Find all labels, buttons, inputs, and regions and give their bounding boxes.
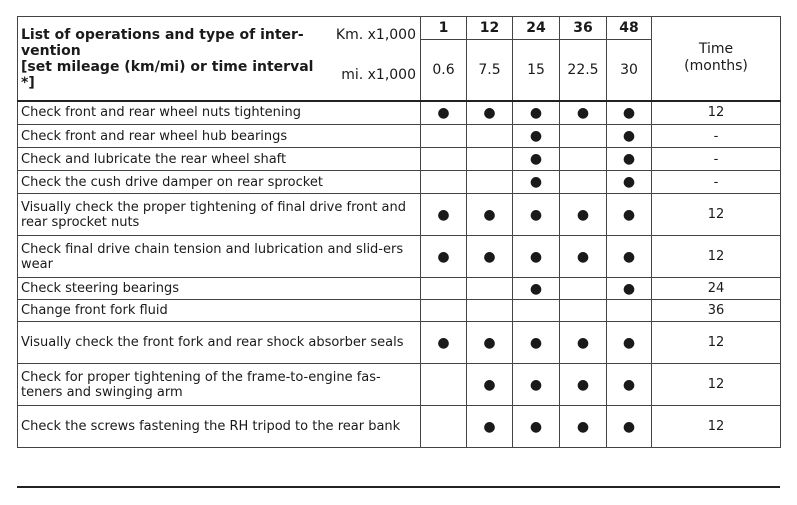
- interval-cell: [467, 300, 513, 322]
- interval-cell: [467, 125, 513, 148]
- dot-icon: ●: [622, 104, 636, 121]
- dot-icon: ●: [483, 334, 496, 351]
- dot-icon: ●: [437, 248, 450, 265]
- dot-icon: ●: [576, 206, 590, 223]
- interval-cell: [421, 300, 467, 322]
- interval-cell: [467, 406, 513, 448]
- dot-icon: ●: [529, 151, 543, 167]
- mi-value-2: 7.5: [467, 40, 513, 101]
- interval-cell: [513, 194, 560, 236]
- time-header: [652, 17, 781, 101]
- operation-label: Change front fork fluid: [18, 300, 421, 322]
- dot-icon: ●: [483, 418, 496, 435]
- dot-icon: ●: [529, 128, 543, 144]
- interval-cell: [513, 322, 560, 364]
- time-value: -: [652, 148, 781, 171]
- interval-cell: [421, 406, 467, 448]
- interval-cell: [560, 278, 607, 300]
- dot-icon: ●: [529, 334, 543, 351]
- interval-cell: [607, 171, 652, 194]
- interval-cell: [421, 125, 467, 148]
- dot-icon: ●: [483, 206, 496, 223]
- dot-icon: ●: [529, 418, 543, 435]
- interval-cell: [467, 278, 513, 300]
- dot-icon: ●: [437, 206, 450, 223]
- operation-label: Check the screws fastening the RH tripod to the rear bank: [18, 406, 421, 448]
- interval-cell: [513, 236, 560, 278]
- dot-icon: ●: [622, 174, 636, 190]
- mi-value-1: 0.6: [421, 40, 467, 101]
- interval-cell: [421, 101, 467, 125]
- dot-icon: ●: [622, 280, 636, 297]
- time-value: 12: [652, 194, 781, 236]
- table-row: [18, 364, 781, 406]
- dot-icon: ●: [576, 104, 590, 121]
- dot-icon: ●: [576, 248, 590, 265]
- interval-cell: [607, 101, 652, 125]
- dot-icon: ●: [483, 104, 496, 121]
- interval-cell: [421, 322, 467, 364]
- interval-cell: [467, 236, 513, 278]
- operation-label: Visually check the proper tightening of final drive front and rear sprocket nuts: [18, 194, 421, 236]
- interval-cell: [607, 194, 652, 236]
- interval-cell: [560, 300, 607, 322]
- interval-cell: [513, 125, 560, 148]
- dot-icon: ●: [437, 104, 450, 121]
- dot-icon: ●: [622, 151, 636, 167]
- header-row-km: [18, 17, 781, 40]
- interval-cell: [513, 300, 560, 322]
- table-row: [18, 236, 781, 278]
- dot-icon: ●: [622, 376, 636, 393]
- time-value: 12: [652, 236, 781, 278]
- dot-icon: ●: [622, 418, 636, 435]
- interval-cell: [421, 171, 467, 194]
- header-title-line3: [set mileage (km/mi) or time interval: [21, 58, 314, 75]
- interval-cell: [421, 194, 467, 236]
- dot-icon: ●: [437, 334, 450, 351]
- dot-icon: ●: [529, 206, 543, 223]
- table-row: [18, 125, 781, 148]
- km-value-2: 12: [467, 17, 513, 40]
- interval-cell: [513, 171, 560, 194]
- operation-label: Check front and rear wheel nuts tightening: [18, 101, 421, 125]
- time-value: -: [652, 125, 781, 148]
- dot-icon: ●: [622, 334, 636, 351]
- dot-icon: ●: [529, 280, 543, 297]
- time-value: -: [652, 171, 781, 194]
- interval-cell: [513, 364, 560, 406]
- interval-cell: [607, 148, 652, 171]
- interval-cell: [513, 406, 560, 448]
- maintenance-schedule: [17, 16, 780, 448]
- dot-icon: ●: [483, 376, 496, 393]
- km-value-1: 1: [421, 17, 467, 40]
- dot-icon: ●: [529, 248, 543, 265]
- interval-cell: [467, 194, 513, 236]
- header-title-cell: [18, 17, 421, 101]
- interval-cell: [607, 322, 652, 364]
- table-row: [18, 171, 781, 194]
- interval-cell: [513, 148, 560, 171]
- time-value: 12: [652, 364, 781, 406]
- km-value-4: 36: [560, 17, 607, 40]
- interval-cell: [560, 171, 607, 194]
- dot-icon: ●: [622, 206, 636, 223]
- interval-cell: [467, 148, 513, 171]
- dot-icon: ●: [529, 174, 543, 190]
- operation-label: Check steering bearings: [18, 278, 421, 300]
- mi-value-5: 30: [607, 40, 652, 101]
- bottom-rule: [17, 486, 780, 488]
- time-header-line1: Time: [698, 41, 734, 58]
- table-row: [18, 148, 781, 171]
- operation-label: Visually check the front fork and rear shock absorber seals: [18, 322, 421, 364]
- interval-cell: [560, 194, 607, 236]
- header-title-line2: vention: [21, 42, 81, 59]
- km-label: Km. x1,000: [335, 26, 416, 43]
- interval-cell: [513, 101, 560, 125]
- dot-icon: ●: [576, 418, 590, 435]
- operation-label: Check final drive chain tension and lubrication and slid-ers wear: [18, 236, 421, 278]
- time-value: 12: [652, 322, 781, 364]
- interval-cell: [467, 101, 513, 125]
- operation-label: Check and lubricate the rear wheel shaft: [18, 148, 421, 171]
- dot-icon: ●: [529, 376, 543, 393]
- interval-cell: [560, 125, 607, 148]
- interval-cell: [421, 278, 467, 300]
- interval-cell: [467, 322, 513, 364]
- interval-cell: [607, 125, 652, 148]
- operation-label: Check front and rear wheel hub bearings: [18, 125, 421, 148]
- table-row: [18, 322, 781, 364]
- km-value-5: 48: [607, 17, 652, 40]
- table-row: [18, 300, 781, 322]
- header-title-line4: *]: [21, 74, 35, 91]
- interval-cell: [560, 236, 607, 278]
- dot-icon: ●: [576, 334, 590, 351]
- interval-cell: [467, 171, 513, 194]
- header-title-line1: List of operations and type of inter-: [21, 26, 304, 43]
- table-row: [18, 406, 781, 448]
- mi-label: mi. x1,000: [341, 66, 416, 83]
- dot-icon: ●: [622, 128, 636, 144]
- interval-cell: [607, 364, 652, 406]
- interval-cell: [421, 148, 467, 171]
- mi-value-3: 15: [513, 40, 560, 101]
- interval-cell: [560, 322, 607, 364]
- operation-label: Check for proper tightening of the frame-to-engine fas-teners and swinging arm: [18, 364, 421, 406]
- dot-icon: ●: [529, 104, 543, 121]
- interval-cell: [560, 101, 607, 125]
- mi-value-4: 22.5: [560, 40, 607, 101]
- interval-cell: [421, 236, 467, 278]
- time-header-line2: (months): [684, 58, 748, 75]
- interval-cell: [607, 236, 652, 278]
- interval-cell: [560, 364, 607, 406]
- interval-cell: [607, 278, 652, 300]
- interval-cell: [607, 406, 652, 448]
- time-value: 36: [652, 300, 781, 322]
- maintenance-table: [17, 16, 781, 448]
- km-value-3: 24: [513, 17, 560, 40]
- interval-cell: [421, 364, 467, 406]
- operation-label: Check the cush drive damper on rear sprocket: [18, 171, 421, 194]
- interval-cell: [513, 278, 560, 300]
- dot-icon: ●: [622, 248, 636, 265]
- table-row: [18, 278, 781, 300]
- dot-icon: ●: [576, 376, 590, 393]
- time-value: 24: [652, 278, 781, 300]
- time-value: 12: [652, 406, 781, 448]
- dot-icon: ●: [483, 248, 496, 265]
- interval-cell: [560, 406, 607, 448]
- time-value: 12: [652, 101, 781, 125]
- interval-cell: [560, 148, 607, 171]
- interval-cell: [467, 364, 513, 406]
- interval-cell: [607, 300, 652, 322]
- table-row: [18, 101, 781, 125]
- table-row: [18, 194, 781, 236]
